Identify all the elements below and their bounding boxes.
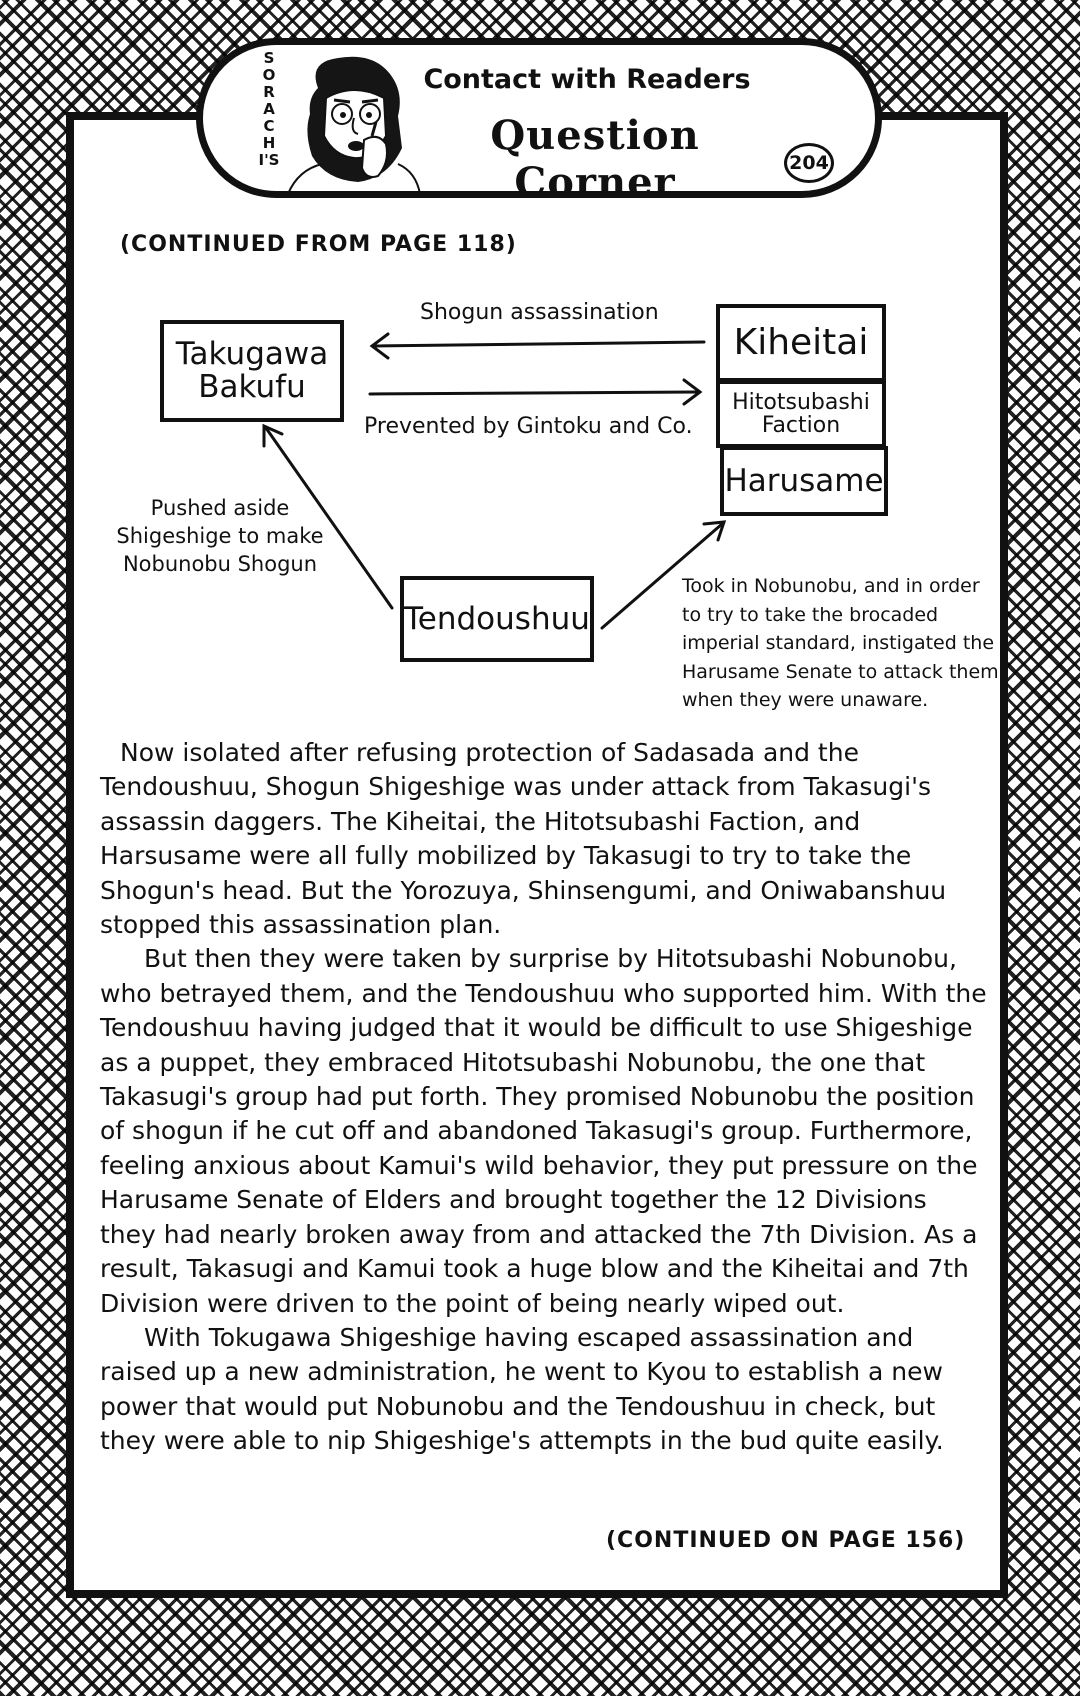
header-vertical-label [258, 50, 280, 169]
body-paragraph-3: With Tokugawa Shigeshige having escaped assassination and raised up a new administration, he went to Kyou to establish a new power that would put Nobunobu and the Tendoushuu in check, but they were able to nip Shigeshige's attempts in the bud quite easily. [100, 1322, 944, 1456]
box-tendoushuu [400, 576, 594, 662]
box-tokugawa-bakufu-label: Takugawa Bakufu [175, 336, 329, 405]
mascot-portrait [278, 52, 428, 194]
box-hitotsubashi-label: Hitotsubashi Faction [732, 389, 870, 438]
box-hitotsubashi-faction [716, 380, 886, 448]
continued-on-note: (CONTINUED ON PAGE 156) [606, 1528, 966, 1553]
body-paragraph-1: Now isolated after refusing protection of Sadasada and the Tendoushuu, Shogun Shigeshige was under attack from Takasugi's assassin daggers. The Kiheitai, the Hitotsubashi Faction, and Harsusame were all fully mobilized by Takasugi to try to take the Shogun's head. But the Yorozuya, Shinsengumi, and Oniwabanshuu stopped this assassination plan. [100, 738, 947, 940]
box-tendoushuu-label: Tendoushuu [404, 600, 590, 637]
header-vertical-label-text: SORACHI'S [258, 49, 280, 169]
label-shogun-assassination: Shogun assassination [420, 300, 659, 325]
label-took-in: Took in Nobunobu, and in order to try to take the brocaded imperial standard, instigated the Harusame Senate to attack them when they were unaware. [682, 575, 999, 711]
header-title: Question Corner [490, 112, 700, 206]
box-kiheitai [716, 304, 886, 382]
label-pushed-aside: Pushed aside Shigeshige to make Nobunobu Shogun [116, 496, 324, 576]
box-kiheitai-label: Kiheitai [733, 322, 869, 364]
body-text [100, 736, 988, 1459]
continued-from-note: (CONTINUED FROM PAGE 118) [120, 232, 517, 257]
box-harusame [720, 446, 888, 516]
label-prevented: Prevented by Gintoku and Co. [364, 414, 693, 439]
question-number-badge: 204 [784, 143, 834, 183]
body-paragraph-2: But then they were taken by surprise by Hitotsubashi Nobunobu, who betrayed them, and the Tendoushuu who supported him. With the Tendoushuu having judged that it would be difficult to use Shigeshige as a puppet, they embraced Hitotsubashi Nobunobu, the one that Takasugi's group had put forth. They promised Nobunobu the position of shogun if he cut off and abandoned Takasugi's group. Furthermore, feeling anxious about Kamui's wild behavior, they put pressure on the Harusame Senate of Elders and brought together the 12 Divisions they had nearly broken away from and attacked the 7th Division. As a result, Takasugi and Kamui took a huge blow and the Kiheitai and 7th Division were driven to the point of being nearly wiped out. [100, 944, 987, 1318]
header-subtitle: Contact with Readers [423, 64, 751, 95]
box-tokugawa-bakufu [160, 320, 344, 422]
box-harusame-label: Harusame [724, 462, 884, 499]
